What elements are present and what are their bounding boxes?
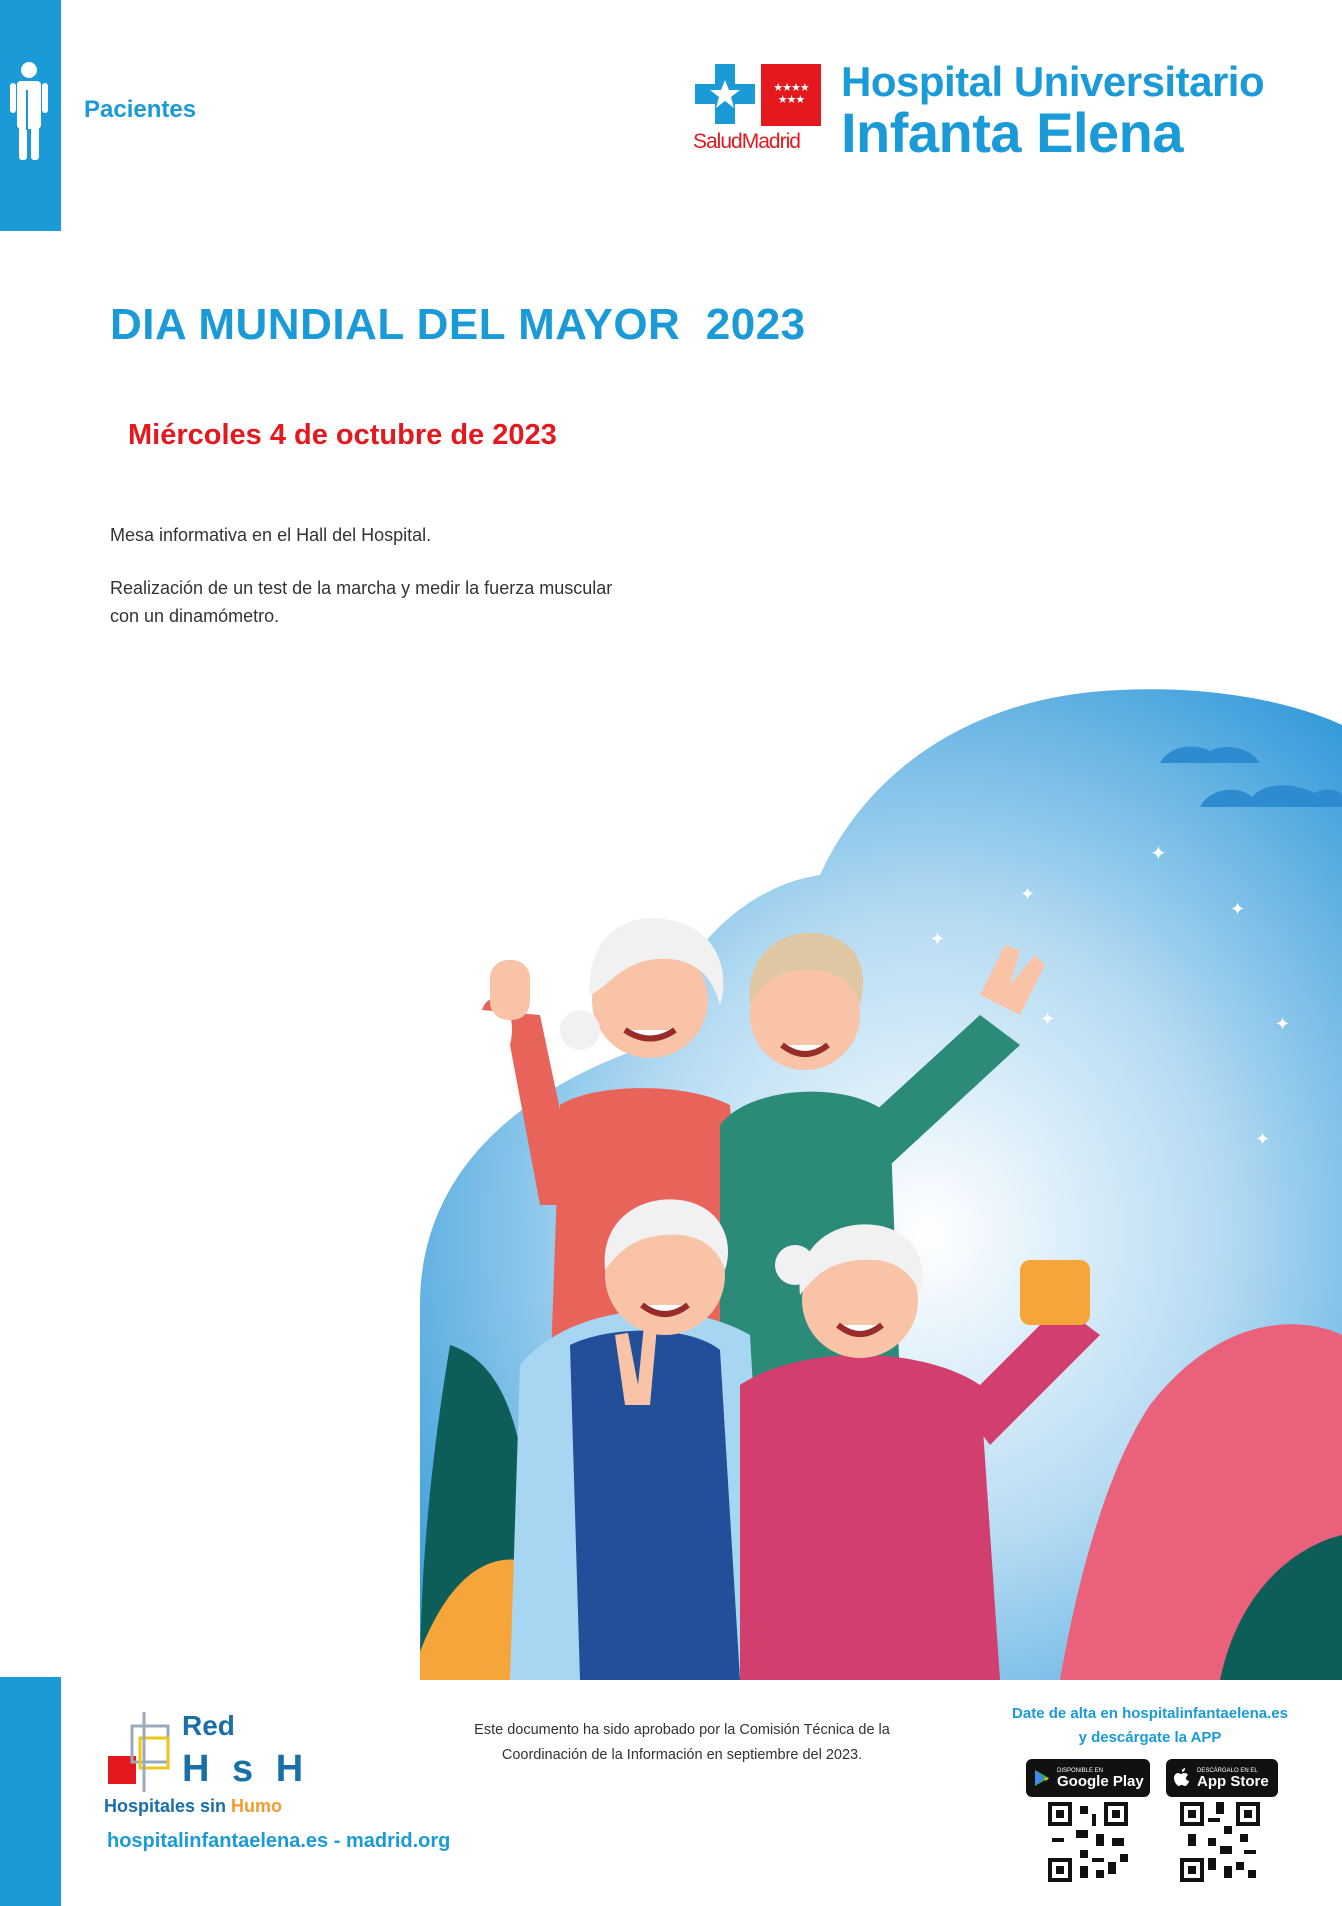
footer-side-bar (0, 1677, 61, 1906)
info-paragraph-2: Realización de un test de la marcha y medir la fuerza muscular con un dinamómetro. (110, 578, 613, 626)
google-play-badge[interactable] (1026, 1759, 1150, 1797)
svg-text:✦: ✦ (1020, 884, 1036, 904)
svg-text:✦: ✦ (1040, 1009, 1056, 1029)
google-play-icon (1032, 1768, 1052, 1788)
page-title: DIA MUNDIAL DEL MAYOR 2023 (110, 300, 806, 349)
svg-text:✦: ✦ (1275, 1014, 1291, 1034)
footer-url-link[interactable]: hospitalinfantaelena.es - madrid.org (107, 1830, 451, 1852)
salud-madrid-logo (693, 60, 823, 152)
google-badge-big: Google Play (1057, 1772, 1144, 1790)
app-promo-line-2: y descárgate la APP (1078, 1729, 1222, 1746)
hsh-letters: H s H (182, 1748, 310, 1790)
seniors-selfie-illustration (420, 685, 1342, 1680)
hsh-red-text: Red (182, 1710, 235, 1741)
patient-icon (8, 60, 50, 162)
app-store-badge[interactable] (1166, 1759, 1278, 1797)
hospital-name-line-2: Infanta Elena (841, 101, 1184, 164)
info-paragraph-1: Mesa informativa en el Hall del Hospital. (110, 525, 432, 545)
salud-madrid-wordmark: SaludMadrid (693, 130, 800, 153)
hsh-caption: Hospitales sin Humo (104, 1796, 283, 1816)
qr-code-icon[interactable] (1048, 1802, 1128, 1882)
app-promo-line-1[interactable]: Date de alta en hospitalinfantaelena.es (1012, 1705, 1288, 1722)
qr-code-icon[interactable] (1180, 1802, 1260, 1882)
apple-badge-small: DESCÁRGALO EN EL (1197, 1767, 1258, 1774)
hospital-name-line-1: Hospital Universitario (841, 58, 1265, 105)
svg-text:✦: ✦ (1150, 843, 1167, 865)
svg-text:✦: ✦ (1230, 899, 1246, 919)
hsh-squares-icon (104, 1712, 184, 1792)
event-date: Miércoles 4 de octubre de 2023 (128, 419, 557, 451)
svg-text:✦: ✦ (930, 929, 946, 949)
section-label[interactable]: Pacientes (84, 96, 197, 123)
approval-note: Este documento ha sido aprobado por la Comisión Técnica de la Coordinación de la Información en septiembre del 2023. (474, 1722, 890, 1763)
salud-madrid-cross-icon (693, 62, 757, 126)
svg-text:✦: ✦ (1255, 1129, 1271, 1149)
madrid-flag-icon: ★★★★ ★★★ (761, 64, 821, 126)
apple-icon (1172, 1768, 1192, 1788)
header-side-bar (0, 0, 61, 231)
red-hsh-logo (104, 1710, 314, 1820)
google-badge-small: DISPONIBLE EN (1057, 1767, 1104, 1774)
apple-badge-big: App Store (1197, 1772, 1269, 1790)
app-promo (975, 1702, 1325, 1750)
